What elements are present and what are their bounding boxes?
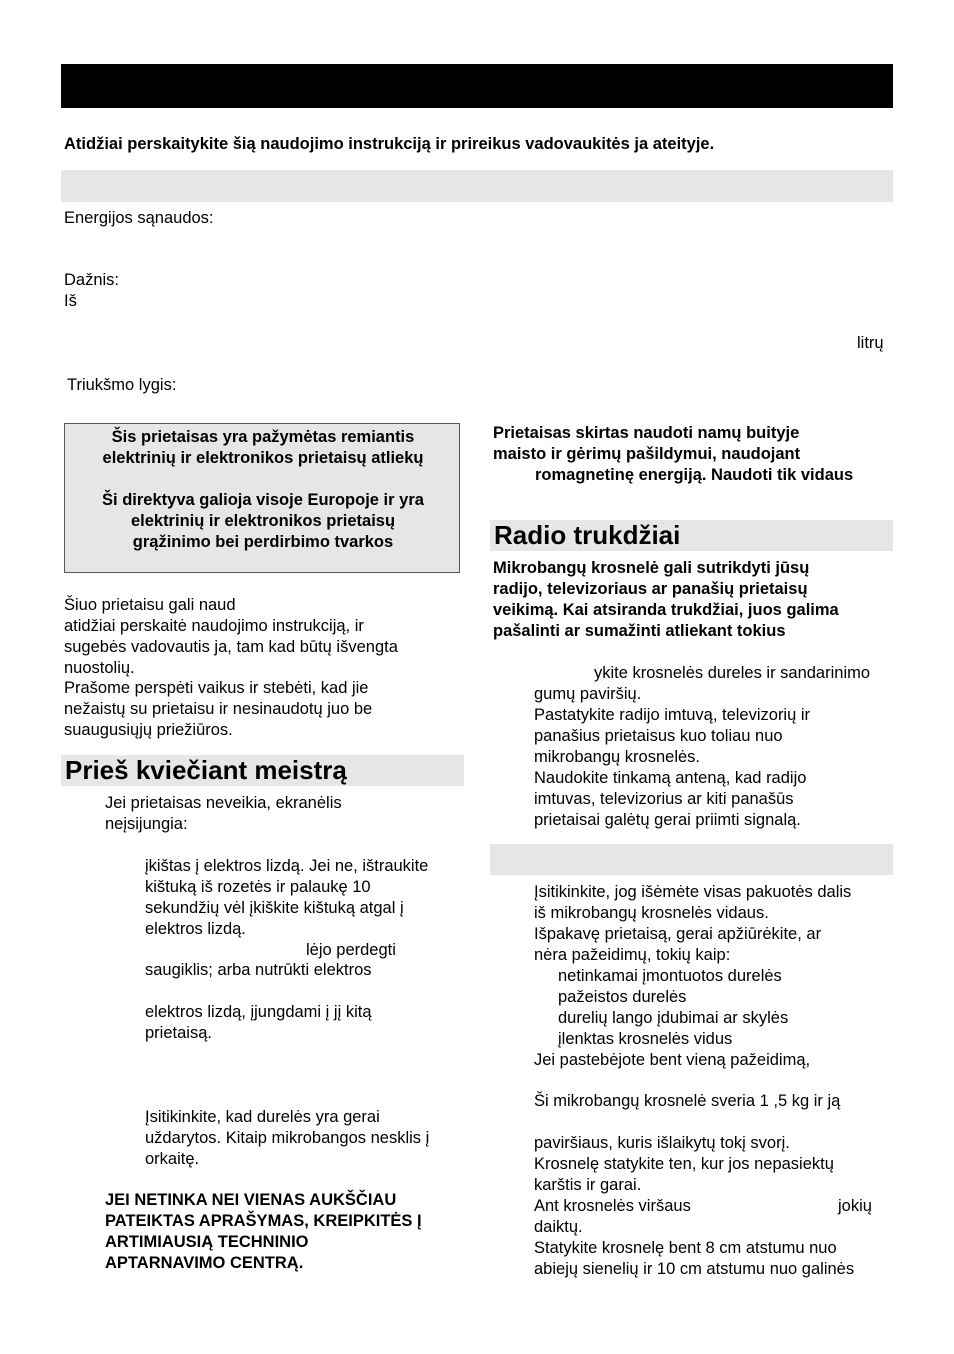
check-line: elektros lizdą.	[145, 920, 246, 938]
check-line: lėjo perdegti	[306, 941, 396, 959]
weee-notice-box	[64, 423, 460, 573]
radio-tip-line: Pastatykite radijo imtuvą, televizorių ir	[534, 706, 811, 724]
install-line: Ši mikrobangų krosnelė sveria 1 ,5 kg ir ją	[534, 1092, 841, 1110]
weee-line: elektrinių ir elektronikos prietaisų	[130, 512, 396, 530]
door-line: orkaitę.	[145, 1150, 200, 1168]
radio-tip-line: ykite krosnelės dureles ir sandarinimo	[594, 664, 871, 682]
before-service-intro: Jei prietaisas neveikia, ekranėlis	[105, 794, 342, 812]
noise-label: Triukšmo lygis:	[67, 376, 177, 394]
check-line: sekundžių vėl įkiškite kištuką atgal į	[145, 899, 404, 917]
liters-label: litrų	[857, 334, 884, 352]
install-line: abiejų sienelių ir 10 cm atstumu nuo galinės	[534, 1260, 855, 1278]
install-line: jokių	[838, 1197, 872, 1215]
before-service-intro: neįsijungia:	[105, 815, 188, 833]
warning-line: JEI NETINKA NEI VIENAS AUKŠČIAU	[105, 1191, 397, 1209]
door-line: Įsitikinkite, kad durelės yra gerai	[145, 1108, 380, 1126]
install-line: daiktų.	[534, 1218, 583, 1236]
radio-bold-line: veikimą. Kai atsiranda trukdžiai, juos galima	[493, 601, 839, 619]
radio-tip-line: mikrobangų krosnelės.	[534, 748, 700, 766]
frequency-label: Dažnis:	[64, 271, 120, 289]
radio-tip-line: gumų paviršių.	[534, 685, 642, 703]
install-line: karštis ir garai.	[534, 1176, 642, 1194]
damage-item: įlenktas krosnelės vidus	[558, 1030, 733, 1048]
usage-line: suaugusiųjų priežiūros.	[64, 721, 233, 739]
check-line: elektros lizdą, įjungdami į jį kitą	[145, 1003, 372, 1021]
install-line: Ant krosnelės viršaus	[534, 1197, 691, 1215]
check-line: saugiklis; arba nutrūkti elektros	[145, 961, 372, 979]
radio-tip-line: imtuvas, televizorius ar kiti panašūs	[534, 790, 794, 808]
energy-label: Energijos sąnaudos:	[64, 209, 214, 227]
header-bar	[61, 64, 893, 108]
install-line: iš mikrobangų krosnelės vidaus.	[534, 904, 769, 922]
radio-heading: Radio trukdžiai	[490, 520, 893, 551]
usage-line: atidžiai perskaitė naudojimo instrukciją, ir	[64, 617, 364, 635]
specs-heading-bar	[61, 170, 893, 202]
install-line: Išpakavę prietaisą, gerai apžiūrėkite, ar	[534, 925, 822, 943]
install-line: nėra pažeidimų, tokių kaip:	[534, 946, 731, 964]
radio-tip-line: Naudokite tinkamą anteną, kad radijo	[534, 769, 807, 787]
usage-line: Prašome perspėti vaikus ir stebėti, kad jie	[64, 679, 369, 697]
door-line: uždarytos. Kitaip mikrobangos nesklis į	[145, 1129, 430, 1147]
weee-line: Šis prietaisas yra pažymėtas remiantis	[111, 428, 415, 446]
install-line: paviršiaus, kuris išlaikytų tokį svorį.	[534, 1134, 790, 1152]
radio-bold-line: pašalinti ar sumažinti atliekant tokius	[493, 622, 786, 640]
usage-line: sugebės vadovautis ja, tam kad būtų išvengta	[64, 638, 398, 656]
usage-line: Šiuo prietaisu gali naud	[64, 596, 236, 614]
radio-tip-line: panašius prietaisus kuo toliau nuo	[534, 727, 783, 745]
check-line: įkištas į elektros lizdą. Jei ne, ištraukite	[145, 857, 429, 875]
warning-line: APTARNAVIMO CENTRĄ.	[105, 1254, 304, 1272]
radio-bold-line: radijo, televizoriaus ar panašių prietaisų	[493, 580, 808, 598]
usage-line: nežaistų su prietaisu ir nesinaudotų juo be	[64, 700, 373, 718]
check-line: prietaisą.	[145, 1024, 212, 1042]
damage-item: durelių lango įdubimai ar skylės	[558, 1009, 789, 1027]
install-line: Jei pastebėjote bent vieną pažeidimą,	[534, 1051, 811, 1069]
weee-line: grąžinimo bei perdirbimo tvarkos	[132, 533, 394, 551]
radio-tip-line: prietaisai galėtų gerai priimti signalą.	[534, 811, 801, 829]
install-line: Krosnelę statykite ten, kur jos nepasiektų	[534, 1155, 834, 1173]
installation-heading-bar	[490, 844, 893, 875]
usage-line: nuostolių.	[64, 659, 135, 677]
purpose-line: romagnetinę energiją. Naudoti tik vidaus	[535, 466, 854, 484]
before-service-heading: Prieš kviečiant meistrą	[61, 755, 464, 786]
damage-item: pažeistos durelės	[558, 988, 687, 1006]
purpose-line: maisto ir gėrimų pašildymui, naudojant	[493, 445, 801, 463]
warning-line: ARTIMIAUSIĄ TECHNINIO	[105, 1233, 309, 1251]
radio-bold-line: Mikrobangų krosnelė gali sutrikdyti jūsų	[493, 559, 810, 577]
install-line: Įsitikinkite, jog išėmėte visas pakuotės dalis	[534, 883, 852, 901]
weee-line: elektrinių ir elektronikos prietaisų atliekų	[102, 449, 424, 467]
damage-item: netinkamai įmontuotos durelės	[558, 967, 782, 985]
install-line: Statykite krosnelę bent 8 cm atstumu nuo	[534, 1239, 837, 1257]
purpose-line: Prietaisas skirtas naudoti namų buityje	[493, 424, 800, 442]
warning-line: PATEIKTAS APRAŠYMAS, KREIPKITĖS Į	[105, 1212, 422, 1230]
intro-text: Atidžiai perskaitykite šią naudojimo instrukciją ir prireikus vadovaukitės ja ateityje.	[64, 135, 715, 153]
from-label: Iš	[64, 292, 77, 310]
check-line: kištuką iš rozetės ir palaukę 10	[145, 878, 371, 896]
weee-line: Ši direktyva galioja visoje Europoje ir yra	[102, 491, 424, 509]
